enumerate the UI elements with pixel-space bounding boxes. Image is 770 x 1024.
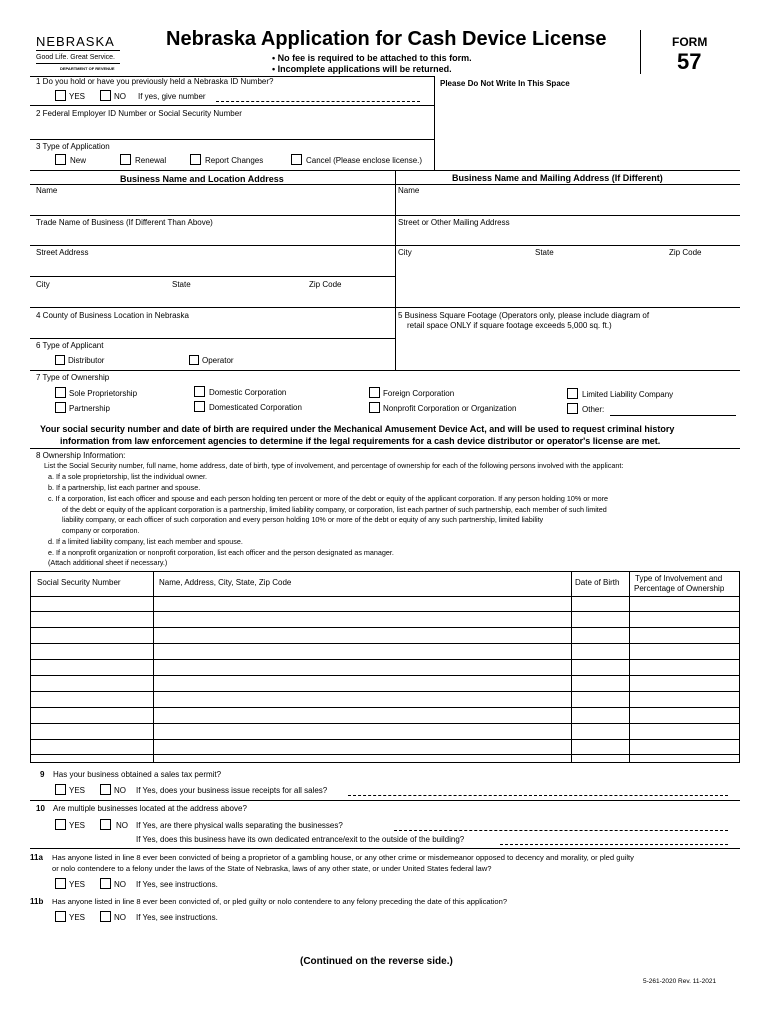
q9-followup-label: If Yes, does your business issue receipts for all sales? xyxy=(136,786,328,795)
rule xyxy=(30,139,434,140)
q8-item-c3: liability company, or each officer of such corporation and every person holding 10% or more of the debt or equity of any such partnership, limited liability xyxy=(62,515,544,524)
office-border xyxy=(434,76,435,170)
q9-no-label: NO xyxy=(114,786,126,795)
q11a-no-label: NO xyxy=(114,880,126,889)
rule xyxy=(30,307,740,308)
q11b-yes-label: YES xyxy=(69,913,86,922)
q1-number-field[interactable] xyxy=(216,101,420,102)
office-use-label: Please Do Not Write In This Space xyxy=(440,79,570,88)
q10-walls-label: If Yes, are there physical walls separating the businesses? xyxy=(136,821,343,830)
logo-tagline: Good Life. Great Service. xyxy=(36,54,115,61)
table-header-percentage: Percentage of Ownership xyxy=(634,584,725,593)
q11b-number: 11b xyxy=(30,897,44,906)
table-header-ssn: Social Security Number xyxy=(37,578,121,587)
mailing-state-label[interactable]: State xyxy=(535,248,554,257)
q10-no-checkbox[interactable] xyxy=(100,819,111,830)
q1-no-label: NO xyxy=(114,92,126,101)
q11a-line2: or nolo contendere to a felony under the laws of the State of Nebraska, laws of any other state, or under United States federal law? xyxy=(52,864,492,873)
incomplete-note: • Incomplete applications will be returned. xyxy=(272,64,452,74)
q7-sole-label: Sole Proprietorship xyxy=(69,389,138,398)
rule xyxy=(30,184,395,185)
table-row[interactable] xyxy=(31,596,739,597)
rule xyxy=(30,848,740,849)
rule xyxy=(30,170,740,171)
q1-yes-checkbox[interactable] xyxy=(55,90,66,101)
table-row[interactable] xyxy=(31,691,739,692)
q7-domestic-checkbox[interactable] xyxy=(194,386,205,397)
rule xyxy=(30,370,740,371)
q1-label: 1 Do you hold or have you previously held a Nebraska ID Number? xyxy=(36,77,274,86)
square-footage-note: retail space ONLY if square footage exceeds 5,000 sq. ft.) xyxy=(407,321,612,330)
q9-no-checkbox[interactable] xyxy=(100,784,111,795)
table-header-dob: Date of Birth xyxy=(575,578,620,587)
q11a-yes-checkbox[interactable] xyxy=(55,878,66,889)
q7-nonprofit-checkbox[interactable] xyxy=(369,402,380,413)
table-row[interactable] xyxy=(31,739,739,740)
q7-foreign-label: Foreign Corporation xyxy=(383,389,455,398)
q8-item-c1: c. If a corporation, list each officer and spouse and each person holding ten percent or more of the debt or equity of the applicant corporation. If any person holding 10% or more xyxy=(48,494,609,503)
q6-distributor-checkbox[interactable] xyxy=(55,355,65,365)
q2-label: 2 Federal Employer ID Number or Social Security Number xyxy=(36,109,242,118)
q11a-line1: Has anyone listed in line 8 ever been convicted of being a proprietor of a gambling house, or any other crime or misdemeanor opposed to decency and morality, or pled guilty xyxy=(52,853,634,862)
rule xyxy=(30,448,740,449)
q6-distributor-label: Distributor xyxy=(68,356,105,365)
q11b-no-label: NO xyxy=(114,913,126,922)
continued-note: (Continued on the reverse side.) xyxy=(300,956,453,967)
q10-yes-checkbox[interactable] xyxy=(55,819,66,830)
q11a-yes-label: YES xyxy=(69,880,86,889)
q8-attach-note: (Attach additional sheet if necessary.) xyxy=(48,558,168,567)
q6-operator-label: Operator xyxy=(202,356,234,365)
table-col-divider xyxy=(571,572,572,762)
q8-item-b: b. If a partnership, list each partner and spouse. xyxy=(48,483,201,492)
mailing-street-label[interactable]: Street or Other Mailing Address xyxy=(398,218,510,227)
logo-name: NEBRASKA xyxy=(36,34,115,49)
city-label[interactable]: City xyxy=(36,280,50,289)
table-col-divider xyxy=(629,572,630,762)
q3-renewal-checkbox[interactable] xyxy=(120,154,131,165)
q1-give-label: If yes, give number xyxy=(138,92,206,101)
table-row[interactable] xyxy=(31,611,739,612)
state-label[interactable]: State xyxy=(172,280,191,289)
logo-rule-2 xyxy=(36,63,120,64)
fee-note: • No fee is required to be attached to this form. xyxy=(272,53,472,63)
q10-walls-field[interactable] xyxy=(394,830,728,831)
revision-number: 5-261-2020 Rev. 11-2021 xyxy=(643,978,717,985)
q3-report-changes-checkbox[interactable] xyxy=(190,154,201,165)
q9-yes-label: YES xyxy=(69,786,86,795)
q7-llc-checkbox[interactable] xyxy=(567,388,578,399)
header-divider xyxy=(640,30,641,74)
q7-other-label: Other: xyxy=(582,405,605,414)
table-row[interactable] xyxy=(31,659,739,660)
q1-no-checkbox[interactable] xyxy=(100,90,111,101)
q9-followup-field[interactable] xyxy=(348,795,728,796)
q6-label: 6 Type of Applicant xyxy=(36,341,104,350)
q3-new-checkbox[interactable] xyxy=(55,154,66,165)
q7-domestic-label: Domestic Corporation xyxy=(209,388,287,397)
q11b-no-checkbox[interactable] xyxy=(100,911,111,922)
ssn-notice-line2: information from law enforcement agencies to determine if the legal requirements for a cash device distributor or operator's license are met. xyxy=(60,436,661,446)
zip-label[interactable]: Zip Code xyxy=(309,280,342,289)
square-footage-label[interactable]: 5 Business Square Footage (Operators only, please include diagram of xyxy=(398,311,650,320)
rule xyxy=(30,276,395,277)
rule xyxy=(30,800,740,801)
q2-field[interactable] xyxy=(30,120,434,138)
mailing-zip-label[interactable]: Zip Code xyxy=(669,248,702,257)
location-address-heading: Business Name and Location Address xyxy=(120,174,284,184)
q11a-number: 11a xyxy=(30,853,43,862)
q7-foreign-checkbox[interactable] xyxy=(369,387,380,398)
q3-new-label: New xyxy=(70,156,87,165)
q11b-followup: If Yes, see instructions. xyxy=(136,913,218,922)
table-col-divider xyxy=(153,572,154,762)
business-name-label[interactable]: Name xyxy=(36,186,58,195)
mailing-name-label[interactable]: Name xyxy=(398,186,420,195)
q7-other-field[interactable] xyxy=(610,415,736,416)
rule xyxy=(30,215,740,216)
q11b-yes-checkbox[interactable] xyxy=(55,911,66,922)
q10-no-label: NO xyxy=(116,821,128,830)
rule xyxy=(30,105,434,106)
trade-name-label[interactable]: Trade Name of Business (If Different Than Above) xyxy=(36,218,213,227)
q3-renewal-label: Renewal xyxy=(135,156,167,165)
table-row[interactable] xyxy=(31,754,739,755)
q10-entrance-field[interactable] xyxy=(500,844,728,845)
q3-cancel-label: Cancel (Please enclose license.) xyxy=(306,156,423,165)
q8-item-a: a. If a sole proprietorship, list the individual owner. xyxy=(48,472,208,481)
q8-item-e: e. If a nonprofit organization or nonprofit corporation, list each officer and the person designated as manager. xyxy=(48,548,394,557)
table-row[interactable] xyxy=(31,675,739,676)
q3-cancel-checkbox[interactable] xyxy=(291,154,302,165)
q8-item-c2: of the debt or equity of the applicant corporation is a partnership, limited liability company, or corporation, list each partner of such partnership, each member of such limited xyxy=(62,505,607,514)
logo-dept: DEPARTMENT OF REVENUE xyxy=(60,66,115,71)
rule xyxy=(30,338,395,339)
q7-sole-checkbox[interactable] xyxy=(55,387,66,398)
q7-label: 7 Type of Ownership xyxy=(36,373,110,382)
county-label[interactable]: 4 County of Business Location in Nebraska xyxy=(36,311,189,320)
q7-domesticated-label: Domesticated Corporation xyxy=(209,403,302,412)
q10-label: Are multiple businesses located at the address above? xyxy=(53,804,247,813)
q11a-no-checkbox[interactable] xyxy=(100,878,111,889)
q8-label: 8 Ownership Information: xyxy=(36,451,126,460)
business-divider xyxy=(395,170,396,370)
q11b-line1: Has anyone listed in line 8 ever been convicted of, or pled guilty or nolo contendere to any felony preceding the date of this application? xyxy=(52,897,508,906)
table-row[interactable] xyxy=(31,707,739,708)
mailing-city-label[interactable]: City xyxy=(398,248,412,257)
q6-operator-checkbox[interactable] xyxy=(189,355,199,365)
page-title: Nebraska Application for Cash Device License xyxy=(166,28,607,50)
q7-domesticated-checkbox[interactable] xyxy=(194,401,205,412)
q9-label: Has your business obtained a sales tax permit? xyxy=(53,770,222,779)
q7-partnership-checkbox[interactable] xyxy=(55,402,66,413)
q10-number: 10 xyxy=(36,804,45,813)
q7-llc-label: Limited Liability Company xyxy=(582,390,674,399)
q7-other-checkbox[interactable] xyxy=(567,403,578,414)
q10-entrance-label: If Yes, does this business have its own dedicated entrance/exit to the outside of the building? xyxy=(136,835,465,844)
form-label: FORM xyxy=(672,35,708,49)
table-row[interactable] xyxy=(31,627,739,628)
ownership-table xyxy=(30,571,740,763)
q1-yes-label: YES xyxy=(69,92,86,101)
q7-nonprofit-label: Nonprofit Corporation or Organization xyxy=(383,404,517,413)
street-address-label[interactable]: Street Address xyxy=(36,248,89,257)
table-header-involvement: Type of Involvement and xyxy=(635,574,723,583)
logo-rule xyxy=(36,50,120,51)
table-row[interactable] xyxy=(31,723,739,724)
mailing-address-heading: Business Name and Mailing Address (If Different) xyxy=(452,173,663,183)
table-row[interactable] xyxy=(31,643,739,644)
q10-yes-label: YES xyxy=(69,821,86,830)
q3-label: 3 Type of Application xyxy=(36,142,110,151)
ssn-notice-line1: Your social security number and date of birth are required under the Mechanical Amusement Device Act, and will be used to request criminal history xyxy=(40,424,675,434)
q9-yes-checkbox[interactable] xyxy=(55,784,66,795)
q8-intro: List the Social Security number, full name, home address, date of birth, type of involvement, and percentage of ownership for each of the following persons involved with the applicant: xyxy=(44,461,624,470)
rule xyxy=(395,184,740,185)
form-number: 57 xyxy=(677,49,702,74)
rule xyxy=(30,245,740,246)
q11a-followup: If Yes, see instructions. xyxy=(136,880,218,889)
table-header-name: Name, Address, City, State, Zip Code xyxy=(159,578,292,587)
q7-partnership-label: Partnership xyxy=(69,404,110,413)
q8-item-c4: company or corporation. xyxy=(62,526,140,535)
q3-report-changes-label: Report Changes xyxy=(205,156,264,165)
q8-item-d: d. If a limited liability company, list each member and spouse. xyxy=(48,537,243,546)
q9-number: 9 xyxy=(40,770,45,779)
